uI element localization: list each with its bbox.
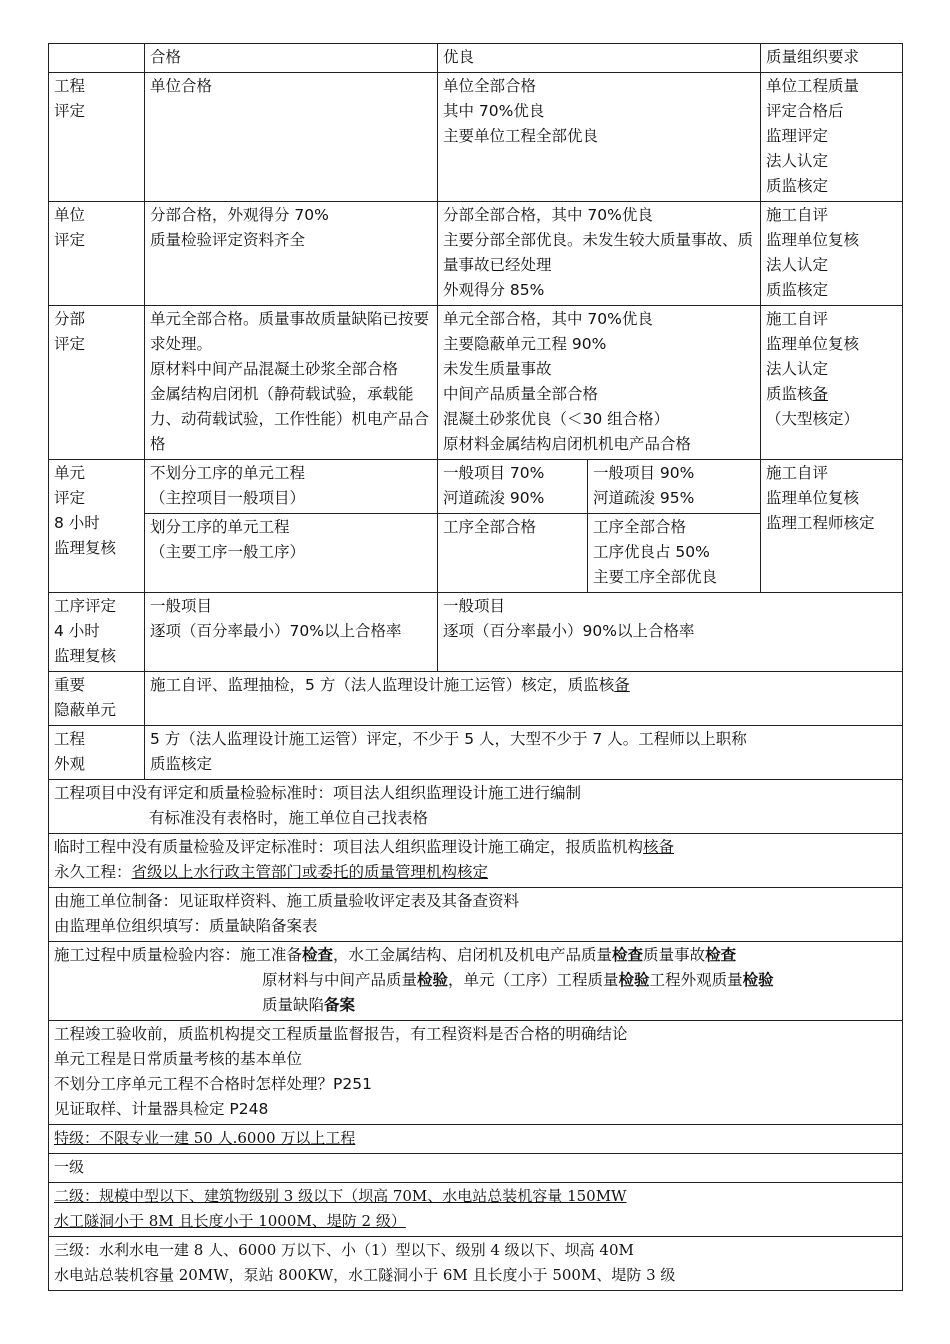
text-line: 未发生质量事故 — [443, 360, 552, 378]
text-line: （主控项目一般项目） — [150, 489, 306, 507]
text-line: 法人认定 — [766, 360, 829, 378]
text-line: 三级：水利水电一建 8 人、6000 万以下、小（1）型以下、级别 4 级以下、坝高 40M — [54, 1241, 634, 1259]
text-line — [54, 860, 897, 885]
label-line: 评定 — [54, 335, 86, 353]
text-line: 主要分部全部优良。未发生较大质量事故、质量事故已经处理 — [443, 231, 754, 274]
qualification-grade2 — [49, 1183, 903, 1237]
text-line: 一般项目 90% — [593, 464, 695, 482]
project-org — [761, 73, 903, 202]
qualification-special-row — [49, 1125, 903, 1154]
text-line: 一般项目 70% — [443, 464, 545, 482]
note-standards — [49, 780, 903, 834]
text-line — [54, 1126, 897, 1151]
process-excellent — [438, 593, 903, 672]
bold-text: 检验 — [417, 971, 449, 989]
hidden-element-row — [49, 672, 903, 726]
text-fragment: 原材料与中间产品质量 — [262, 971, 418, 989]
text-fragment: 质量缺陷 — [262, 996, 325, 1014]
qualification-grade1 — [49, 1154, 903, 1183]
text-line — [54, 943, 897, 968]
text-fragment: 质量事故 — [643, 946, 706, 964]
qualification-grade1-row — [49, 1154, 903, 1183]
text-line — [54, 968, 897, 993]
text-line: 见证取样、计量器具检定 P248 — [54, 1100, 269, 1118]
text-line — [54, 1209, 897, 1234]
text-line: 主要单位工程全部优良 — [443, 127, 599, 145]
note-inspection-content — [49, 942, 903, 1021]
text-line: 水电站总装机容量 20MW，泵站 800KW，水工隧洞小于 6M 且长度小于 500M、堤防 3 级 — [54, 1266, 676, 1284]
element-org — [761, 460, 903, 593]
text-line: 单位全部合格 — [443, 77, 537, 95]
text-line: 外观得分 85% — [443, 281, 545, 299]
element-a-excellent-2 — [588, 460, 761, 514]
note-temporary-permanent — [49, 834, 903, 888]
label-line: 评定 — [54, 489, 86, 507]
text-line: 由施工单位制备：见证取样资料、施工质量验收评定表及其备查资料 — [54, 892, 520, 910]
text-line — [150, 673, 897, 698]
qualification-grade3 — [49, 1237, 903, 1291]
text-line: 金属结构启闭机（静荷载试验，承载能力、动荷载试验，工作性能）机电产品合格 — [150, 385, 430, 453]
appearance-label — [49, 726, 145, 780]
bold-text: 检查 — [612, 946, 644, 964]
text-line: 不划分工序的单元工程 — [150, 464, 306, 482]
note-row-completion — [49, 1021, 903, 1125]
note-preparation — [49, 888, 903, 942]
text-line: 逐项（百分率最小）70%以上合格率 — [150, 622, 402, 640]
text-line: 工序优良占 50% — [593, 543, 710, 561]
underlined-text: 水工隧洞小于 8M 且长度小于 1000M、堤防 2 级） — [54, 1212, 406, 1230]
bold-text: 检查 — [705, 946, 737, 964]
text-line: 工程项目中没有评定和质量检验标准时：项目法人组织监理设计施工进行编制 — [54, 784, 582, 802]
text-fragment: ，水工金属结构、启闭机及机电产品质量 — [333, 946, 613, 964]
note-completion — [49, 1021, 903, 1125]
underlined-text: 备 — [614, 676, 630, 694]
label-line: 8 小时 — [54, 514, 100, 532]
note-row-standards — [49, 780, 903, 834]
text-line: 施工自评 — [766, 464, 829, 482]
text-line: 单元全部合格。质量事故质量缺陷已按要求处理。 — [150, 310, 430, 353]
unit-project-row — [49, 202, 903, 306]
label-line: 工程 — [54, 77, 86, 95]
element-b-excellent-2 — [588, 514, 761, 593]
text-line: 5 方（法人监理设计施工运管）评定，不少于 5 人，大型不少于 7 人。工程师以上职称 — [150, 730, 747, 748]
division-excellent — [438, 306, 761, 460]
text-line: 评定合格后 — [766, 102, 844, 120]
underlined-text: 备 — [812, 385, 829, 403]
text-fragment: 质监核 — [766, 385, 813, 403]
bold-text: 检验 — [742, 971, 774, 989]
text-line: 监理单位复核 — [766, 489, 860, 507]
note-row-temporary — [49, 834, 903, 888]
unit-project-label — [49, 202, 145, 306]
element-b-excellent-1 — [438, 514, 588, 593]
text-line: 由监理单位组织填写：质量缺陷备案表 — [54, 917, 318, 935]
project-excellent — [438, 73, 761, 202]
text-line: 单位工程质量 — [766, 77, 860, 95]
text-line — [54, 835, 897, 860]
element-label — [49, 460, 145, 593]
text-line: 工序全部合格 — [443, 518, 537, 536]
text-line: 有标准没有表格时，施工单位自己找表格 — [149, 809, 429, 827]
header-blank-cell — [49, 44, 145, 73]
process-label — [49, 593, 145, 672]
text-line: 划分工序的单元工程 — [150, 518, 290, 536]
text-line: 河道疏浚 95% — [593, 489, 695, 507]
label-line: 监理复核 — [54, 647, 117, 665]
appearance-row — [49, 726, 903, 780]
text-line: 质监核定 — [766, 177, 829, 195]
text-line: 主要隐蔽单元工程 90% — [443, 335, 607, 353]
text-line: 原材料中间产品混凝土砂浆全部合格 — [150, 360, 399, 378]
project-pass — [145, 73, 438, 202]
text-line: 单元全部合格，其中 70%优良 — [443, 310, 653, 328]
text-line: 不划分工序单元工程不合格时怎样处理？P251 — [54, 1075, 372, 1093]
division-pass — [145, 306, 438, 460]
bold-text: 检验 — [618, 971, 650, 989]
text-fragment: 永久工程： — [54, 863, 132, 881]
text-line — [54, 993, 897, 1018]
division-label — [49, 306, 145, 460]
text-line: 监理单位复核 — [766, 231, 860, 249]
label-line: 评定 — [54, 231, 86, 249]
text-line: 单位合格 — [150, 77, 213, 95]
appearance-text — [145, 726, 903, 780]
element-a-pass — [145, 460, 438, 514]
text-line — [766, 382, 897, 407]
underlined-text: 二级：规模中型以下、建筑物级别 3 级以下（坝高 70M、水电站总装机容量 150MW — [54, 1187, 627, 1205]
underlined-text: 省级以上水行政主管部门或委托的质量管理机构核定 — [131, 863, 489, 881]
text-line: 监理评定 — [766, 127, 829, 145]
text-line: 分部全部合格，其中 70%优良 — [443, 206, 653, 224]
text-line: 分部合格，外观得分 70% — [150, 206, 329, 224]
text-fragment: 施工过程中质量检验内容：施工准备 — [54, 946, 303, 964]
text-line: 法人认定 — [766, 256, 829, 274]
text-fragment: 工程外观质量 — [649, 971, 743, 989]
hidden-element-label — [49, 672, 145, 726]
unit-project-org — [761, 202, 903, 306]
text-line: 监理单位复核 — [766, 335, 860, 353]
qualification-special — [49, 1125, 903, 1154]
label-line: 评定 — [54, 102, 86, 120]
note-row-inspection — [49, 942, 903, 1021]
text-line: （大型核定） — [766, 410, 860, 428]
label-line: 外观 — [54, 755, 86, 773]
header-excellent: 优良 — [438, 44, 761, 73]
text-line: 一级 — [54, 1158, 85, 1176]
text-line: 施工自评 — [766, 310, 829, 328]
label-line: 单位 — [54, 206, 86, 224]
text-line: 一般项目 — [443, 597, 506, 615]
label-line: 工序评定 — [54, 597, 117, 615]
underlined-text: 核备 — [643, 838, 675, 856]
underlined-text: 特级：不限专业一建 50 人.6000 万以上工程 — [54, 1129, 356, 1147]
text-line: 混凝土砂浆优良（＜30 组合格） — [443, 410, 670, 428]
bold-text: 备案 — [324, 996, 356, 1014]
text-fragment: ，单元（工序）工程质量 — [448, 971, 619, 989]
process-pass — [145, 593, 438, 672]
label-line: 重要 — [54, 676, 86, 694]
project-evaluation-row — [49, 73, 903, 202]
header-row — [49, 44, 903, 73]
label-line: 4 小时 — [54, 622, 100, 640]
element-row-ungrouped — [49, 460, 903, 514]
text-line: 中间产品质量全部合格 — [443, 385, 599, 403]
process-row — [49, 593, 903, 672]
text-line: 法人认定 — [766, 152, 829, 170]
quality-evaluation-table-sheet — [48, 43, 902, 1291]
note-row-preparation — [49, 888, 903, 942]
text-line — [54, 1184, 897, 1209]
header-org-requirement: 质量组织要求 — [761, 44, 903, 73]
text-fragment: 临时工程中没有质量检验及评定标准时：项目法人组织监理设计施工确定，报质监机构 — [54, 838, 644, 856]
text-line: 原材料金属结构启闭机机电产品合格 — [443, 435, 692, 453]
division-org — [761, 306, 903, 460]
label-line: 监理复核 — [54, 539, 117, 557]
label-line: 单元 — [54, 464, 86, 482]
text-line: 施工自评 — [766, 206, 829, 224]
header-pass: 合格 — [145, 44, 438, 73]
text-fragment: 施工自评、监理抽检，5 方（法人监理设计施工运管）核定，质监核 — [150, 676, 615, 694]
text-line: 逐项（百分率最小）90%以上合格率 — [443, 622, 695, 640]
text-line: 质监核定 — [766, 281, 829, 299]
division-row — [49, 306, 903, 460]
text-line: 其中 70%优良 — [443, 102, 545, 120]
qualification-grade2-row — [49, 1183, 903, 1237]
project-label — [49, 73, 145, 202]
text-line: 主要工序全部优良 — [593, 568, 718, 586]
unit-project-pass — [145, 202, 438, 306]
text-line: 监理工程师核定 — [766, 514, 875, 532]
label-line: 隐蔽单元 — [54, 701, 117, 719]
label-line: 工程 — [54, 730, 86, 748]
text-line: 单元工程是日常质量考核的基本单位 — [54, 1050, 303, 1068]
unit-project-excellent — [438, 202, 761, 306]
quality-evaluation-table — [48, 43, 903, 1291]
text-line: （主要工序一般工序） — [150, 543, 306, 561]
text-line: 工序全部合格 — [593, 518, 687, 536]
element-b-pass — [145, 514, 438, 593]
text-line: 工程竣工验收前，质监机构提交工程质量监督报告，有工程资料是否合格的明确结论 — [54, 1025, 628, 1043]
text-line: 质量检验评定资料齐全 — [150, 231, 306, 249]
text-line: 一般项目 — [150, 597, 213, 615]
element-a-excellent-1 — [438, 460, 588, 514]
hidden-element-text — [145, 672, 903, 726]
qualification-grade3-row — [49, 1237, 903, 1291]
bold-text: 检查 — [302, 946, 334, 964]
label-line: 分部 — [54, 310, 86, 328]
text-line: 河道疏浚 90% — [443, 489, 545, 507]
text-line: 质监核定 — [150, 755, 213, 773]
